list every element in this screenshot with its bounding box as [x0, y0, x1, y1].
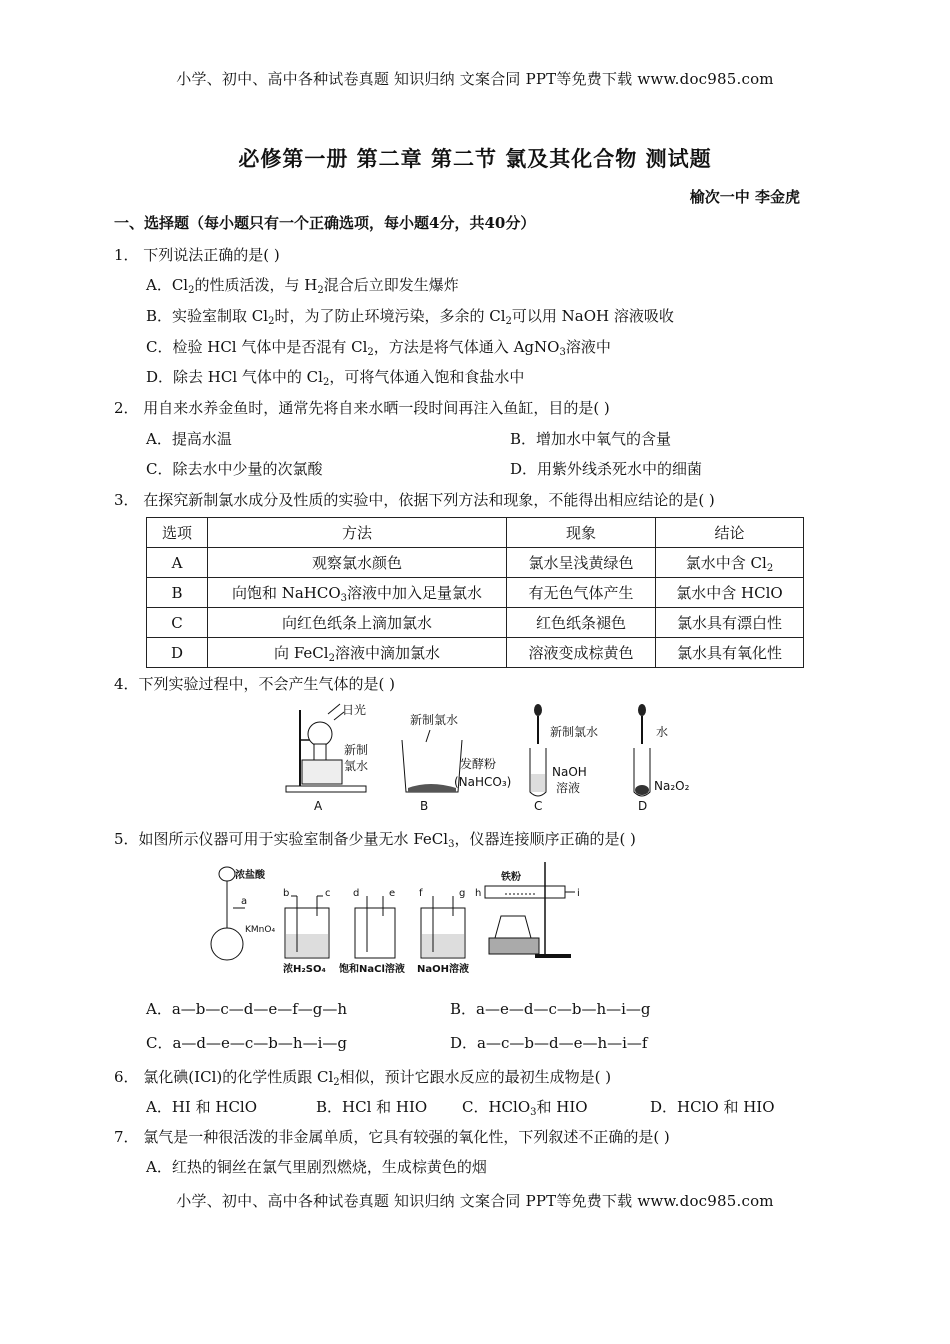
table-cell: 向 FeCl$_2$溶液中滴加氯水 — [208, 638, 507, 668]
table-cell: 红色纸条褪色 — [507, 608, 656, 638]
table-cell: 氯水具有漂白性 — [656, 608, 804, 638]
chlorine-water-label: 新制氯水 — [550, 725, 599, 739]
question-4-figure — [280, 700, 700, 820]
table-cell: B — [147, 578, 208, 608]
question-2-option-b: B．增加水中氧气的含量 — [510, 430, 672, 448]
h2so4-label: 浓H₂SO₄ — [283, 964, 326, 975]
table-row — [147, 548, 804, 578]
water-trough — [302, 760, 342, 784]
table-cell: 向红色纸条上滴加氯水 — [208, 608, 507, 638]
na2o2-label: Na₂O₂ — [654, 779, 690, 793]
table-cell: 氯水呈浅黄绿色 — [507, 548, 656, 578]
question-5-option-b: B．a—e—d—c—b—h—i—g — [450, 1000, 651, 1018]
question-6-option-b: B．HCl 和 HIO — [316, 1098, 428, 1116]
question-1-option-d: D．除去 HCl 气体中的 $Cl_2$，可将气体通入饱和食盐水中 — [146, 368, 525, 388]
table-cell: 向饱和 NaHCO$_3$溶液中加入足量氯水 — [208, 578, 507, 608]
port-a: a — [241, 896, 248, 907]
water-label: 水 — [656, 725, 669, 739]
question-5-option-c: C．a—d—e—c—b—h—i—g — [146, 1034, 347, 1052]
question-2-option-d: D．用紫外线杀死水中的细菌 — [510, 460, 703, 478]
dropper-bulb-icon — [534, 704, 542, 716]
naoh-solution — [531, 774, 545, 792]
table-header-row — [147, 518, 804, 548]
table-cell: 氯水具有氧化性 — [656, 638, 804, 668]
question-5-stem: 5．如图所示仪器可用于实验室制备少量无水 FeCl$_3$，仪器连接顺序正确的是( ) — [114, 830, 636, 850]
figure-label-b: B — [420, 799, 429, 813]
table-header-cell: 现象 — [507, 518, 656, 548]
question-3-table — [146, 517, 804, 668]
author: 榆次一中 李金虎 — [689, 188, 800, 206]
baking-powder-label: 发酵粉 — [460, 757, 497, 771]
port-b: b — [283, 888, 290, 899]
question-2-option-a: A．提高水温 — [146, 430, 232, 448]
dropper-bulb-icon — [638, 704, 646, 716]
chlorine-water-label: 新制氯水 — [410, 713, 459, 727]
table-cell: A — [147, 548, 208, 578]
page-title: 必修第一册 第二章 第二节 氯及其化合物 测试题 — [238, 146, 712, 171]
port-i: i — [577, 888, 580, 899]
section-heading: 一、选择题（每小题只有一个正确选项，每小题4分，共40分） — [114, 214, 536, 232]
table-cell: 有无色气体产生 — [507, 578, 656, 608]
port-h: h — [475, 888, 482, 899]
naoh-label: NaOH — [552, 765, 587, 779]
table-cell: 氯水中含 HClO — [656, 578, 804, 608]
figure-label-a: A — [314, 799, 323, 813]
table-cell: 氯水中含 $Cl_2$ — [656, 548, 804, 578]
question-7-option-a: A．红热的铜丝在氯气里剧烈燃烧，生成棕黄色的烟 — [146, 1158, 487, 1176]
naoh-solution — [422, 934, 464, 957]
question-6-option-c: C．HClO$_3$和 HIO — [462, 1098, 588, 1118]
flask-icon — [211, 928, 243, 960]
table-row — [147, 578, 804, 608]
figure-label-c: C — [534, 799, 543, 813]
figure-label-d: D — [638, 799, 648, 813]
conc-hcl-label: 浓盐酸 — [235, 870, 265, 881]
question-6-stem: 6． 氯化碘(ICl)的化学性质跟 $Cl_2$相似，预计它跟水反应的最初生成物是( ) — [114, 1068, 612, 1088]
nahco3-label: (NaHCO₃) — [454, 775, 512, 789]
question-2-stem: 2． 用自来水养金鱼时，通常先将自来水晒一段时间再注入鱼缸，目的是( ) — [114, 399, 610, 417]
table-cell: 观察氯水颜色 — [208, 548, 507, 578]
hard-glass-tube-icon — [485, 886, 565, 898]
conc-h2so4 — [286, 934, 328, 957]
question-3-stem: 3． 在探究新制氯水成分及性质的实验中，依据下列方法和现象，不能得出相应结论的是( ) — [114, 491, 715, 509]
page-footer: 小学、初中、高中各种试卷真题 知识归纳 文案合同 PPT等免费下载 www.doc985.com — [176, 1192, 774, 1210]
table-row — [147, 608, 804, 638]
table-row — [147, 638, 804, 668]
lamp-block — [489, 938, 539, 954]
port-c: c — [325, 888, 331, 899]
stand-base — [286, 786, 366, 792]
sunlight-label: 日光 — [342, 703, 367, 717]
question-7-stem: 7． 氯气是一种很活泼的非金属单质，它具有较强的氧化性，下列叙述不正确的是( ) — [114, 1128, 670, 1146]
nacl-label: 饱和NaCl溶液 — [339, 964, 405, 975]
alcohol-lamp-icon — [495, 916, 531, 938]
question-1-option-a: A．$Cl_2$的性质活泼，与 $H_2$混合后立即发生爆炸 — [146, 276, 459, 296]
na2o2-solid — [635, 785, 649, 795]
sunlight-ray-icon — [328, 704, 340, 714]
chlorine-water-label: 新制 — [344, 743, 369, 757]
table-header-cell: 选项 — [147, 518, 208, 548]
kmno4-label: KMnO₄ — [245, 925, 276, 935]
port-g: g — [459, 888, 466, 899]
question-5-figure — [205, 856, 595, 981]
port-e: e — [389, 888, 396, 899]
question-4-stem: 4．下列实验过程中，不会产生气体的是( ) — [114, 675, 396, 693]
flask-icon — [308, 722, 332, 746]
separatory-funnel-icon — [219, 867, 235, 881]
question-1-stem: 1． 下列说法正确的是( ) — [114, 246, 280, 264]
naoh-label: NaOH溶液 — [417, 964, 469, 975]
page-header: 小学、初中、高中各种试卷真题 知识归纳 文案合同 PPT等免费下载 www.doc985.com — [176, 70, 774, 88]
stand-base — [535, 954, 571, 958]
table-header-cell: 方法 — [208, 518, 507, 548]
question-2-option-c: C．除去水中少量的次氯酸 — [146, 460, 323, 478]
question-1-option-c: C．检验 HCl 气体中是否混有 $Cl_2$，方法是将气体通入 AgNO$_3$溶液中 — [146, 338, 611, 358]
port-f: f — [419, 888, 423, 899]
question-5-option-a: A．a—b—c—d—e—f—g—h — [146, 1000, 348, 1018]
table-cell: D — [147, 638, 208, 668]
table-header-cell: 结论 — [656, 518, 804, 548]
solution-label: 溶液 — [556, 781, 581, 795]
wash-bottle-icon — [355, 908, 395, 958]
question-1-option-b: B．实验室制取 $Cl_2$时，为了防止环境污染，多余的 $Cl_2$可以用 NaOH 溶液吸收 — [146, 307, 674, 327]
table-cell: 溶液变成棕黄色 — [507, 638, 656, 668]
question-6-option-a: A．HI 和 HClO — [146, 1098, 258, 1116]
chlorine-water-label: 氯水 — [344, 759, 369, 773]
table-cell: C — [147, 608, 208, 638]
port-d: d — [353, 888, 360, 899]
iron-powder-label: 铁粉 — [501, 872, 521, 883]
question-6-option-d: D．HClO 和 HIO — [650, 1098, 775, 1116]
question-5-option-d: D．a—c—b—d—e—h—i—f — [450, 1034, 648, 1052]
